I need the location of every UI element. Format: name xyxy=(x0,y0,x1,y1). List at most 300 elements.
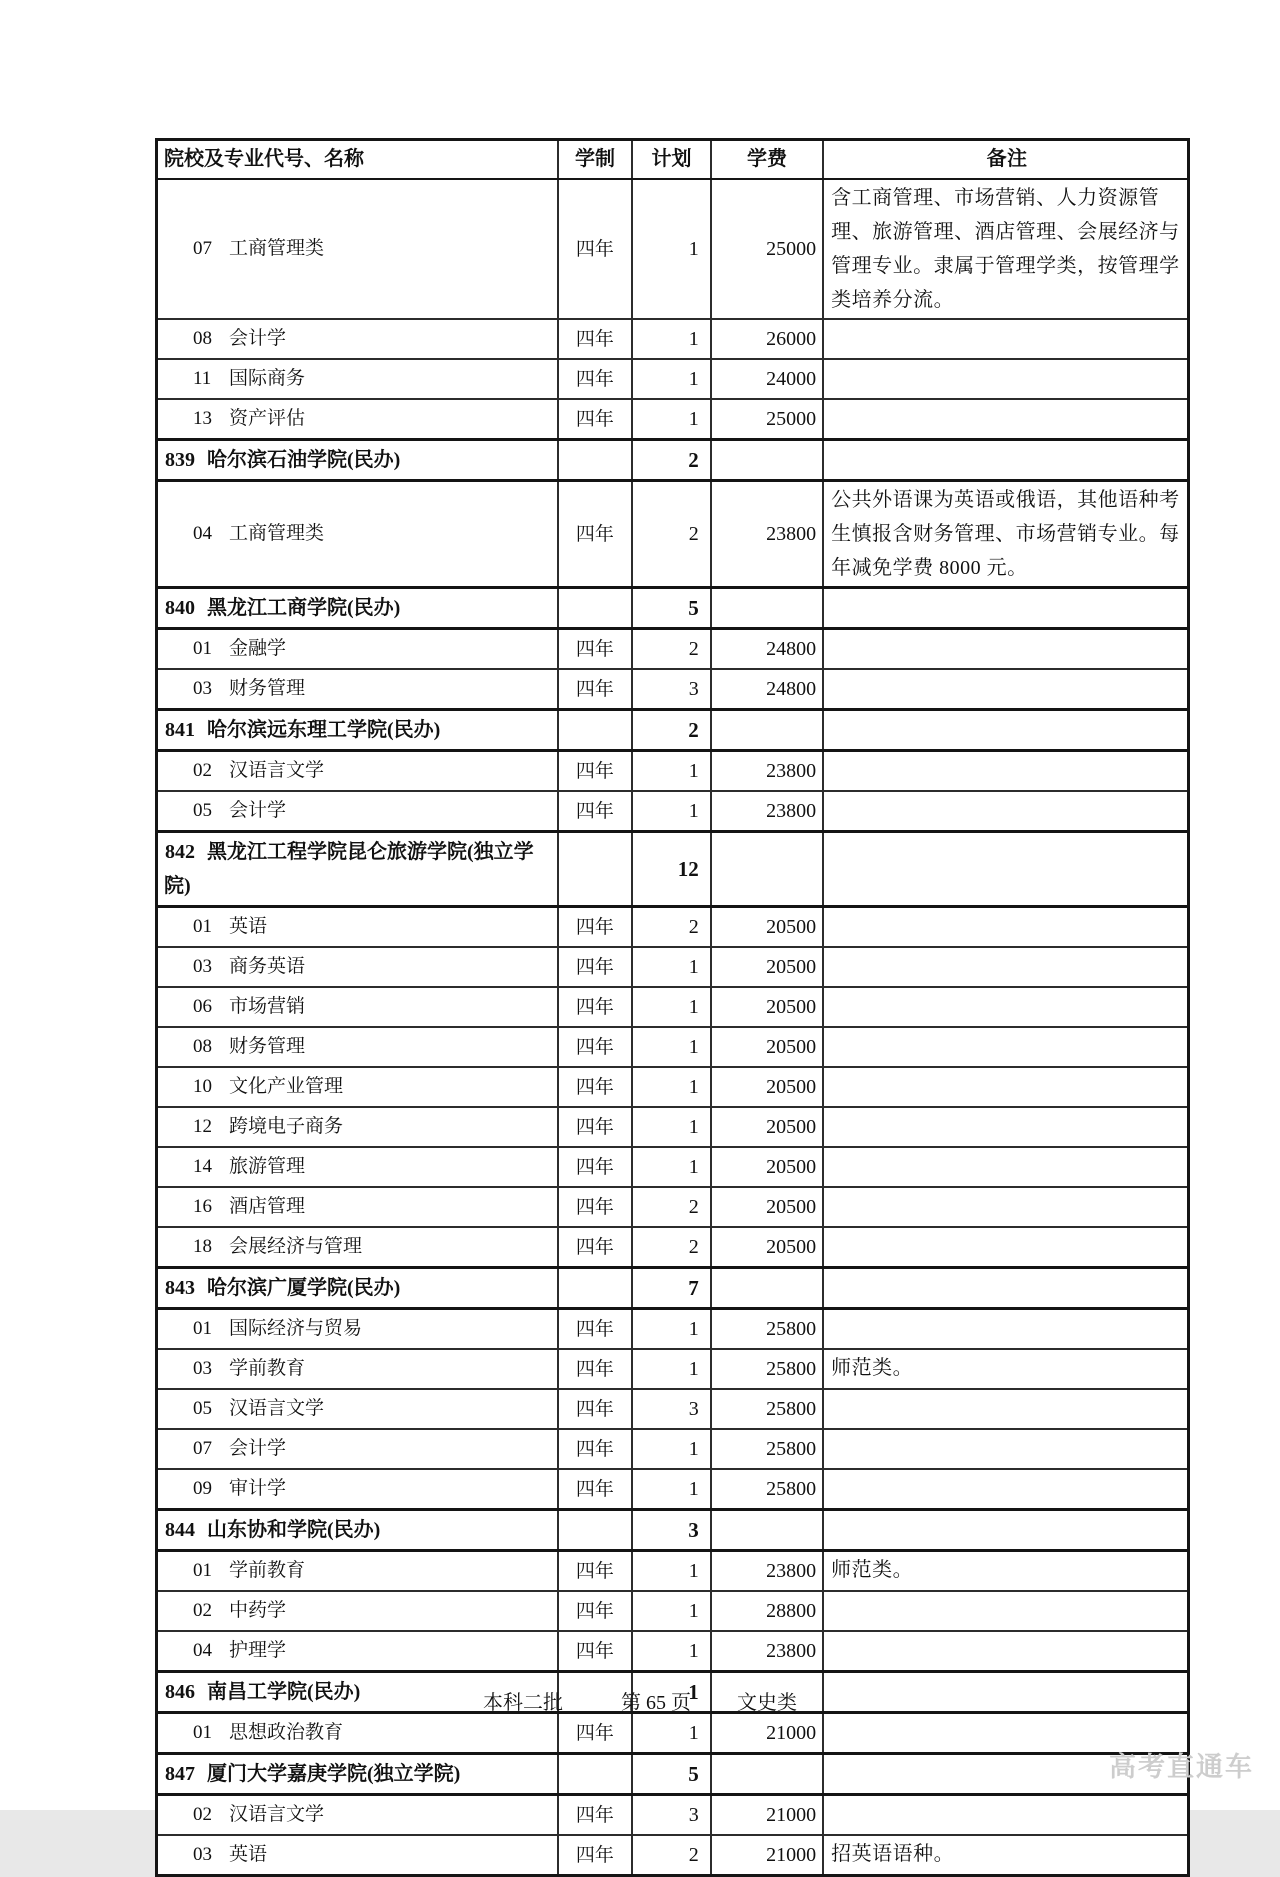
plan-cell: 1 xyxy=(631,792,710,830)
major-name: 文化产业管理 xyxy=(229,1076,344,1097)
duration-cell: 四年 xyxy=(557,630,632,668)
code-and-name xyxy=(164,1472,551,1506)
plan-cell: 1 xyxy=(631,948,710,986)
code-and-name xyxy=(164,1513,551,1547)
major-code: 09 xyxy=(193,1478,212,1499)
duration-cell: 四年 xyxy=(557,1350,632,1388)
major-row xyxy=(158,358,1187,398)
major-code: 05 xyxy=(193,800,212,821)
name-cell xyxy=(158,1511,557,1549)
plan-cell: 1 xyxy=(631,1310,710,1348)
code-and-name xyxy=(164,794,551,828)
major-name: 会计学 xyxy=(229,1438,287,1459)
major-code: 03 xyxy=(193,1844,212,1865)
remark-cell xyxy=(822,630,1187,668)
remark-cell xyxy=(822,988,1187,1026)
plan-cell: 1 xyxy=(631,400,710,438)
name-cell xyxy=(158,1836,557,1874)
school-code: 840 xyxy=(165,597,195,619)
major-row xyxy=(158,398,1187,438)
tuition-cell: 21000 xyxy=(710,1836,822,1874)
tuition-cell xyxy=(710,833,822,905)
major-name: 金融学 xyxy=(229,638,287,659)
plan-cell: 2 xyxy=(631,482,710,586)
code-and-name xyxy=(164,1352,551,1386)
column-header-name: 院校及专业代号、名称 xyxy=(164,148,364,170)
major-code: 01 xyxy=(193,1560,212,1581)
major-name: 市场营销 xyxy=(229,996,306,1017)
duration-cell: 四年 xyxy=(557,1836,632,1874)
school-code: 843 xyxy=(165,1277,195,1299)
code-and-name xyxy=(164,754,551,788)
name-cell xyxy=(158,589,557,627)
plan-cell: 2 xyxy=(631,441,710,479)
major-code: 11 xyxy=(193,368,212,389)
duration-cell: 四年 xyxy=(557,1430,632,1468)
name-cell xyxy=(158,948,557,986)
duration-cell: 四年 xyxy=(557,1108,632,1146)
name-cell xyxy=(158,1552,557,1590)
tuition-cell: 20500 xyxy=(710,1228,822,1266)
watermark-text: 高考直通车 xyxy=(1109,1752,1254,1782)
name-cell xyxy=(158,320,557,358)
school-row xyxy=(158,1266,1187,1307)
tuition-cell xyxy=(710,1269,822,1307)
name-cell xyxy=(158,792,557,830)
tuition-cell: 25800 xyxy=(710,1310,822,1348)
school-name: 厦门大学嘉庚学院(独立学院) xyxy=(207,1763,461,1785)
major-row xyxy=(158,1468,1187,1508)
major-name: 会计学 xyxy=(229,800,287,821)
tuition-cell: 20500 xyxy=(710,1148,822,1186)
name-cell xyxy=(158,1350,557,1388)
code-and-name xyxy=(164,322,551,356)
plan-cell: 1 xyxy=(631,1350,710,1388)
school-code: 847 xyxy=(165,1763,195,1785)
tuition-cell: 20500 xyxy=(710,988,822,1026)
school-name: 黑龙江工程学院昆仑旅游学院(独立学院) xyxy=(164,841,534,897)
major-row xyxy=(158,790,1187,830)
footer-page-number: 第 65 页 xyxy=(621,1692,691,1714)
name-cell xyxy=(158,1028,557,1066)
tuition-cell xyxy=(710,711,822,749)
plan-cell: 1 xyxy=(631,1552,710,1590)
code-and-name xyxy=(164,1634,551,1668)
duration-cell: 四年 xyxy=(557,360,632,398)
plan-cell: 2 xyxy=(631,1188,710,1226)
column-header-duration: 学制 xyxy=(557,141,632,178)
tuition-cell: 25800 xyxy=(710,1470,822,1508)
name-cell xyxy=(158,360,557,398)
code-and-name xyxy=(164,713,551,747)
code-and-name xyxy=(164,232,551,266)
duration-cell: 四年 xyxy=(557,752,632,790)
remark-cell xyxy=(822,360,1187,398)
remark-cell: 公共外语课为英语或俄语，其他语种考生慎报含财务管理、市场营销专业。每年减免学费 8000 元。 xyxy=(822,482,1187,586)
plan-cell: 12 xyxy=(631,833,710,905)
school-row xyxy=(158,708,1187,749)
code-and-name xyxy=(164,1432,551,1466)
duration-cell xyxy=(557,833,632,905)
major-code: 16 xyxy=(193,1196,212,1217)
name-cell xyxy=(158,908,557,946)
tuition-cell: 24000 xyxy=(710,360,822,398)
duration-cell: 四年 xyxy=(557,792,632,830)
name-cell xyxy=(158,1228,557,1266)
plan-cell: 5 xyxy=(631,1755,710,1793)
plan-cell: 2 xyxy=(631,1228,710,1266)
duration-cell: 四年 xyxy=(557,1796,632,1834)
plan-table xyxy=(155,138,1190,1877)
remark-cell xyxy=(822,1592,1187,1630)
plan-cell: 1 xyxy=(631,988,710,1026)
major-code: 01 xyxy=(193,1722,212,1743)
code-and-name xyxy=(164,1392,551,1426)
major-row xyxy=(158,318,1187,358)
major-row xyxy=(158,180,1187,318)
major-code: 08 xyxy=(193,1036,212,1057)
major-code: 02 xyxy=(193,760,212,781)
remark-cell xyxy=(822,948,1187,986)
tuition-cell: 21000 xyxy=(710,1796,822,1834)
code-and-name xyxy=(164,362,551,396)
major-row xyxy=(158,1146,1187,1186)
major-code: 18 xyxy=(193,1236,212,1257)
school-code: 844 xyxy=(165,1519,195,1541)
code-and-name xyxy=(164,1554,551,1588)
duration-cell: 四年 xyxy=(557,482,632,586)
tuition-cell: 23800 xyxy=(710,482,822,586)
major-name: 思想政治教育 xyxy=(229,1722,344,1743)
plan-cell: 1 xyxy=(631,1592,710,1630)
plan-cell: 1 xyxy=(631,1673,710,1711)
major-name: 护理学 xyxy=(229,1640,287,1661)
tuition-cell: 23800 xyxy=(710,1552,822,1590)
school-row xyxy=(158,1508,1187,1549)
plan-cell: 3 xyxy=(631,1511,710,1549)
major-row xyxy=(158,1307,1187,1348)
remark-cell xyxy=(822,1068,1187,1106)
duration-cell xyxy=(557,441,632,479)
major-code: 06 xyxy=(193,996,212,1017)
duration-cell: 四年 xyxy=(557,400,632,438)
major-name: 资产评估 xyxy=(229,408,306,429)
duration-cell: 四年 xyxy=(557,1028,632,1066)
remark-cell xyxy=(822,1430,1187,1468)
major-row xyxy=(158,1711,1187,1752)
major-name: 跨境电子商务 xyxy=(229,1116,344,1137)
name-cell xyxy=(158,988,557,1026)
remark-cell xyxy=(822,1632,1187,1670)
remark-cell xyxy=(822,589,1187,627)
duration-cell: 四年 xyxy=(557,1632,632,1670)
name-cell xyxy=(158,1632,557,1670)
tuition-cell xyxy=(710,589,822,627)
major-row xyxy=(158,1630,1187,1670)
plan-cell: 3 xyxy=(631,1796,710,1834)
tuition-cell: 23800 xyxy=(710,1632,822,1670)
duration-cell xyxy=(557,589,632,627)
remark-cell xyxy=(822,792,1187,830)
code-and-name xyxy=(164,910,551,944)
plan-cell: 1 xyxy=(631,1108,710,1146)
duration-cell: 四年 xyxy=(557,1188,632,1226)
name-cell xyxy=(158,1796,557,1834)
remark-cell xyxy=(822,1269,1187,1307)
plan-cell: 1 xyxy=(631,1714,710,1752)
major-code: 01 xyxy=(193,1318,212,1339)
duration-cell xyxy=(557,711,632,749)
plan-cell: 2 xyxy=(631,630,710,668)
code-and-name xyxy=(164,1190,551,1224)
plan-cell: 2 xyxy=(631,711,710,749)
column-header-plan: 计划 xyxy=(631,141,710,178)
plan-cell: 1 xyxy=(631,1068,710,1106)
duration-cell: 四年 xyxy=(557,1592,632,1630)
duration-cell: 四年 xyxy=(557,988,632,1026)
duration-cell: 四年 xyxy=(557,1148,632,1186)
code-and-name xyxy=(164,402,551,436)
tuition-cell: 26000 xyxy=(710,320,822,358)
remark-cell xyxy=(822,1188,1187,1226)
plan-cell: 1 xyxy=(631,1148,710,1186)
plan-cell: 1 xyxy=(631,752,710,790)
tuition-cell: 28800 xyxy=(710,1592,822,1630)
major-row xyxy=(158,479,1187,586)
name-cell xyxy=(158,1269,557,1307)
major-row xyxy=(158,946,1187,986)
code-and-name xyxy=(164,835,551,903)
code-and-name xyxy=(164,591,551,625)
remark-cell xyxy=(822,1511,1187,1549)
table-header-row xyxy=(158,141,1187,180)
major-row xyxy=(158,1348,1187,1388)
duration-cell: 四年 xyxy=(557,1714,632,1752)
remark-cell xyxy=(822,1228,1187,1266)
code-and-name xyxy=(164,632,551,666)
remark-cell xyxy=(822,441,1187,479)
tuition-cell: 25800 xyxy=(710,1430,822,1468)
code-and-name xyxy=(164,1070,551,1104)
major-row xyxy=(158,1226,1187,1266)
major-name: 学前教育 xyxy=(229,1560,306,1581)
tuition-cell: 20500 xyxy=(710,1108,822,1146)
major-name: 学前教育 xyxy=(229,1358,306,1379)
remark-cell xyxy=(822,1310,1187,1348)
major-code: 02 xyxy=(193,1600,212,1621)
remark-cell xyxy=(822,670,1187,708)
major-code: 05 xyxy=(193,1398,212,1419)
duration-cell: 四年 xyxy=(557,1552,632,1590)
name-cell xyxy=(158,670,557,708)
plan-cell: 3 xyxy=(631,1390,710,1428)
school-name: 南昌工学院(民办) xyxy=(207,1681,361,1703)
plan-cell: 1 xyxy=(631,320,710,358)
major-row xyxy=(158,1186,1187,1226)
school-code: 846 xyxy=(165,1681,195,1703)
tuition-cell xyxy=(710,441,822,479)
tuition-cell: 25800 xyxy=(710,1390,822,1428)
school-name: 黑龙江工商学院(民办) xyxy=(207,597,401,619)
remark-cell xyxy=(822,1390,1187,1428)
school-row xyxy=(158,830,1187,905)
major-code: 03 xyxy=(193,1358,212,1379)
remark-cell: 招英语语种。 xyxy=(822,1836,1187,1874)
code-and-name xyxy=(164,1230,551,1264)
tuition-cell: 20500 xyxy=(710,908,822,946)
major-row xyxy=(158,1026,1187,1066)
name-cell xyxy=(158,1592,557,1630)
major-name: 酒店管理 xyxy=(229,1196,306,1217)
major-row xyxy=(158,1834,1187,1874)
name-cell xyxy=(158,1714,557,1752)
plan-cell: 1 xyxy=(631,1028,710,1066)
tuition-cell: 23800 xyxy=(710,792,822,830)
remark-cell xyxy=(822,1148,1187,1186)
name-cell xyxy=(158,1430,557,1468)
major-code: 03 xyxy=(193,678,212,699)
major-name: 财务管理 xyxy=(229,678,306,699)
name-cell xyxy=(158,1148,557,1186)
name-cell xyxy=(158,180,557,318)
major-code: 04 xyxy=(193,1640,212,1661)
remark-cell xyxy=(822,400,1187,438)
major-name: 国际经济与贸易 xyxy=(229,1318,363,1339)
major-row xyxy=(158,749,1187,790)
major-name: 中药学 xyxy=(229,1600,287,1621)
plan-cell: 5 xyxy=(631,589,710,627)
major-row xyxy=(158,905,1187,946)
major-code: 01 xyxy=(193,638,212,659)
code-and-name xyxy=(164,1150,551,1184)
code-and-name xyxy=(164,672,551,706)
plan-cell: 1 xyxy=(631,1632,710,1670)
name-cell xyxy=(158,833,557,905)
duration-cell: 四年 xyxy=(557,908,632,946)
school-code: 841 xyxy=(165,719,195,741)
major-code: 02 xyxy=(193,1804,212,1825)
duration-cell: 四年 xyxy=(557,948,632,986)
major-name: 会展经济与管理 xyxy=(229,1236,363,1257)
name-cell xyxy=(158,711,557,749)
major-name: 国际商务 xyxy=(229,368,306,389)
plan-cell: 1 xyxy=(631,360,710,398)
name-cell xyxy=(158,1310,557,1348)
duration-cell: 四年 xyxy=(557,180,632,318)
plan-cell: 1 xyxy=(631,180,710,318)
major-name: 会计学 xyxy=(229,328,287,349)
plan-cell: 3 xyxy=(631,670,710,708)
code-and-name xyxy=(164,1271,551,1305)
code-and-name xyxy=(164,443,551,477)
major-row xyxy=(158,1388,1187,1428)
major-name: 工商管理类 xyxy=(229,523,325,544)
major-row xyxy=(158,1590,1187,1630)
school-code: 839 xyxy=(165,449,195,471)
major-name: 汉语言文学 xyxy=(229,1398,325,1419)
duration-cell: 四年 xyxy=(557,1390,632,1428)
name-cell xyxy=(158,1068,557,1106)
major-name: 英语 xyxy=(229,1844,268,1865)
duration-cell: 四年 xyxy=(557,1068,632,1106)
name-cell xyxy=(158,1108,557,1146)
school-name: 哈尔滨石油学院(民办) xyxy=(207,449,401,471)
code-and-name xyxy=(164,1798,551,1832)
column-header-tuition: 学费 xyxy=(710,141,822,178)
major-name: 汉语言文学 xyxy=(229,1804,325,1825)
plan-cell: 2 xyxy=(631,908,710,946)
major-name: 旅游管理 xyxy=(229,1156,306,1177)
tuition-cell: 25000 xyxy=(710,180,822,318)
tuition-cell xyxy=(710,1755,822,1793)
remark-cell xyxy=(822,752,1187,790)
code-and-name xyxy=(164,990,551,1024)
name-cell xyxy=(158,1390,557,1428)
school-name: 哈尔滨广厦学院(民办) xyxy=(207,1277,401,1299)
code-and-name xyxy=(164,1312,551,1346)
major-code: 08 xyxy=(193,328,212,349)
tuition-cell: 20500 xyxy=(710,1068,822,1106)
duration-cell xyxy=(557,1269,632,1307)
major-name: 审计学 xyxy=(229,1478,287,1499)
code-and-name xyxy=(164,1594,551,1628)
name-cell xyxy=(158,752,557,790)
duration-cell xyxy=(557,1511,632,1549)
remark-cell xyxy=(822,1028,1187,1066)
page-footer xyxy=(0,1686,1280,1715)
remark-cell: 含工商管理、市场营销、人力资源管理、旅游管理、酒店管理、会展经济与管理专业。隶属于管理学类，按管理学类培养分流。 xyxy=(822,180,1187,318)
code-and-name xyxy=(164,950,551,984)
major-code: 04 xyxy=(193,523,212,544)
major-name: 工商管理类 xyxy=(229,238,325,259)
major-code: 03 xyxy=(193,956,212,977)
remark-cell xyxy=(822,833,1187,905)
remark-cell xyxy=(822,1108,1187,1146)
name-cell xyxy=(158,482,557,586)
plan-cell: 2 xyxy=(631,1836,710,1874)
school-name: 哈尔滨远东理工学院(民办) xyxy=(207,719,441,741)
major-row xyxy=(158,1066,1187,1106)
school-row xyxy=(158,586,1187,627)
footer-batch: 本科二批 xyxy=(483,1692,563,1714)
plan-cell: 7 xyxy=(631,1269,710,1307)
tuition-cell: 20500 xyxy=(710,948,822,986)
remark-cell: 师范类。 xyxy=(822,1552,1187,1590)
code-and-name xyxy=(164,1030,551,1064)
remark-cell xyxy=(822,320,1187,358)
plan-cell: 1 xyxy=(631,1430,710,1468)
remark-cell xyxy=(822,1796,1187,1834)
major-row xyxy=(158,1428,1187,1468)
remark-cell xyxy=(822,711,1187,749)
major-row xyxy=(158,627,1187,668)
tuition-cell: 21000 xyxy=(710,1714,822,1752)
tuition-cell: 25000 xyxy=(710,400,822,438)
major-name: 英语 xyxy=(229,916,268,937)
code-and-name xyxy=(164,1110,551,1144)
tuition-cell xyxy=(710,1511,822,1549)
school-name: 山东协和学院(民办) xyxy=(207,1519,381,1541)
duration-cell: 四年 xyxy=(557,1228,632,1266)
name-cell xyxy=(158,630,557,668)
major-name: 商务英语 xyxy=(229,956,306,977)
column-header-remark: 备注 xyxy=(822,141,1187,178)
major-row xyxy=(158,986,1187,1026)
code-and-name xyxy=(164,1757,551,1791)
school-row xyxy=(158,438,1187,479)
tuition-cell: 20500 xyxy=(710,1188,822,1226)
major-code: 10 xyxy=(193,1076,212,1097)
